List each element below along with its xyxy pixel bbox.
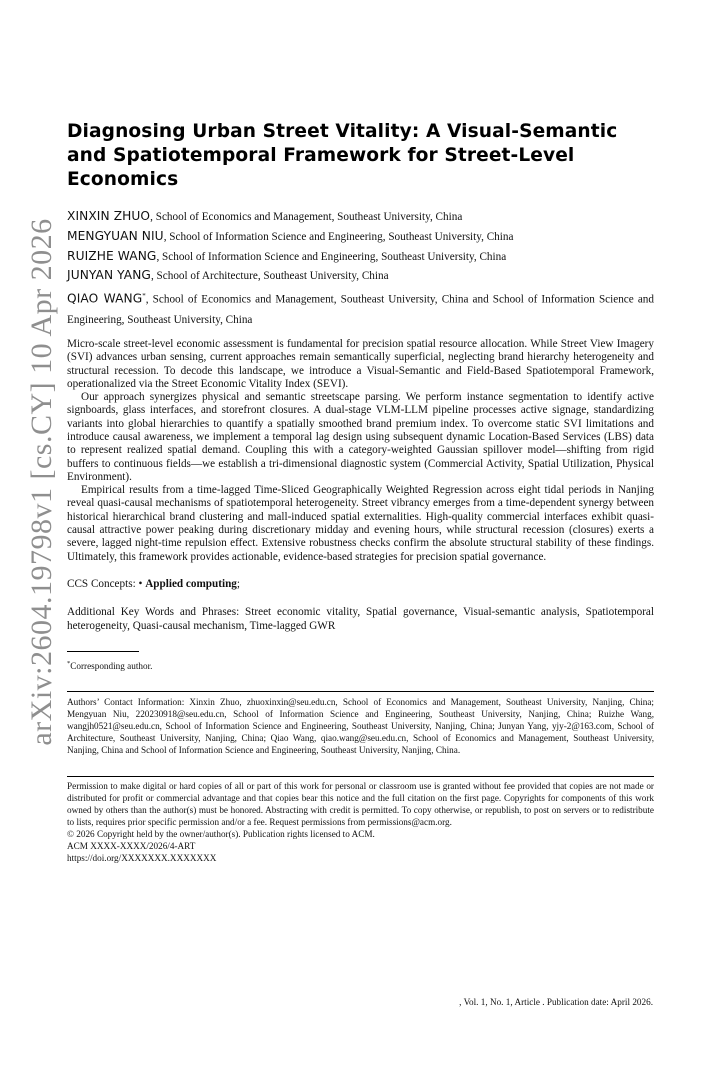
publication-footer: , Vol. 1, No. 1, Article . Publication date: April 2026. xyxy=(459,997,653,1007)
paper-title: Diagnosing Urban Street Vitality: A Visual-Semantic and Spatiotemporal Framework for Street-Level Economics xyxy=(67,121,618,190)
footnote-divider xyxy=(67,651,139,652)
arxiv-sidebar xyxy=(22,218,62,746)
abstract-paragraph: Empirical results from a time-lagged Time-Sliced Geographically Weighted Regression across eight tidal periods in Nanjing reveal quasi-causal mechanisms of spatiotemporal heterogeneity. Street vibrancy emerges from a time-dependent synergy between historical hierarchical brand clustering and mall-induced spatial externalities. High-quality commercial interfaces exhibit quasi-causal attractive power peaking during discretionary midday and evening hours, while structural recession (closures) exerts a severe, lagged night-time repulsion effect. Extensive robustness checks confirm the absolute structural stability of these findings. Ultimately, this framework provides actionable, evidence-based strategies for precision spatial governance. xyxy=(67,484,654,563)
author-entry xyxy=(67,227,654,247)
author-affiliation: , School of Economics and Management, Southeast University, China xyxy=(150,211,463,223)
abstract-paragraph: Micro-scale street-level economic assessment is fundamental for precision spatial resource allocation. While Street View Imagery (SVI) advances urban sensing, current approaches remain semantically superficial, neglecting brand hierarchy heterogeneity and structural recession. To decode this landscape, we introduce a Visual-Semantic and Field-Based Spatiotemporal Framework, operationalized via the Street Economic Vitality Index (SEVI). xyxy=(67,337,654,390)
footnote-mark: * xyxy=(67,660,71,668)
author-entry xyxy=(67,286,654,330)
acm-reference-number: ACM XXXX-XXXX/2026/4-ART xyxy=(67,841,196,852)
contact-divider xyxy=(67,691,654,692)
permission-divider xyxy=(67,776,654,777)
author-affiliation: , School of Architecture, Southeast University, China xyxy=(150,270,389,283)
paper-first-page xyxy=(67,120,654,864)
doi-link[interactable]: https://doi.org/XXXXXXX.XXXXXXX xyxy=(67,853,217,864)
permission-notice: Permission to make digital or hard copies of all or part of this work for personal or classroom use is granted without fee provided that copies are not made or distributed for profit or commercial advantage and that copies bear this notice and the full citation on the first page. Copyrights for components of this work owned by others than the author(s) must be honored. Abstracting with credit is permitted. To copy otherwise, or republish, to post on servers or to redistribute to lists, requires prior specific permission and/or a fee. Request permissions from permissions@acm.org. xyxy=(67,781,654,828)
author-name: MENGYUAN NIU xyxy=(67,228,164,243)
author-name: XINXIN ZHUO xyxy=(67,209,151,223)
ccs-prefix: CCS Concepts: xyxy=(67,577,139,590)
author-entry xyxy=(67,207,654,227)
ccs-concepts xyxy=(67,578,654,591)
author-affiliation: , School of Information Science and Engineering, Southeast University, China xyxy=(156,250,507,263)
corresponding-footnote xyxy=(67,658,654,672)
author-affiliation: , School of Economics and Management, Southeast University, China and School of Information Science and Engineering, Southeast University, China xyxy=(67,293,654,326)
ccs-concept: Applied computing xyxy=(145,577,237,590)
arxiv-identifier: arXiv:2604.19798v1 [cs.CY] 10 Apr 2026 xyxy=(25,218,58,746)
footnote-text: Corresponding author. xyxy=(70,661,153,672)
author-list xyxy=(67,207,654,330)
author-name: RUIZHE WANG xyxy=(67,248,157,263)
author-entry xyxy=(67,247,654,267)
abstract xyxy=(67,338,654,564)
author-entry xyxy=(67,266,654,286)
ccs-bullet: • xyxy=(138,577,146,590)
corresponding-mark: * xyxy=(142,292,146,301)
author-affiliation: , School of Information Science and Engineering, Southeast University, China xyxy=(163,230,514,243)
author-name: QIAO WANG xyxy=(67,291,143,306)
abstract-paragraph: Our approach synergizes physical and semantic streetscape parsing. We perform instance segmentation to identify active signboards, glass interfaces, and storefront closures. A dual-stage VLM-LLM pipeline processes active signage, standardizing variants into global hierarchies to quantify a spatially smoothed brand premium index. To overcome static SVI limitations and introduce causal awareness, we implement a temporal lag design using subsequent dynamic Location-Based Services (LBS) data to represent realized spatial demand. Coupling this with a category-weighted Gaussian spillover model—shifting from rigid buffers to continuous fields—we establish a tri-dimensional diagnostic system (Commercial Activity, Spatial Utilization, Physical Environment). xyxy=(67,391,654,483)
keywords: Additional Key Words and Phrases: Street economic vitality, Spatial governance, Visual-semantic analysis, Spatiotemporal heterogeneity, Quasi-causal mechanism, Time-lagged GWR xyxy=(67,606,654,633)
contact-information: Authors’ Contact Information: Xinxin Zhuo, zhuoxinxin@seu.edu.cn, School of Economics and Management, Southeast University, Nanjing, China; Mengyuan Niu, 220230918@seu.edu.cn, School of Information Science and Engineering, Southeast University, Nanjing, China; Ruizhe Wang, wangjh0521@seu.edu.cn, School of Information Science and Engineering, Southeast University, Nanjing, China; Junyan Yang, yjy-2@163.com, School of Architecture, Southeast University, Nanjing, China; Qiao Wang, qiao.wang@seu.edu.cn, School of Economics and Management, Southeast University, Nanjing, China and School of Information Science and Engineering, Southeast University, Nanjing, China. xyxy=(67,697,654,756)
copyright-line: © 2026 Copyright held by the owner/author(s). Publication rights licensed to ACM. xyxy=(67,829,375,840)
author-name: JUNYAN YANG xyxy=(67,268,151,283)
ccs-suffix: ; xyxy=(236,577,241,590)
